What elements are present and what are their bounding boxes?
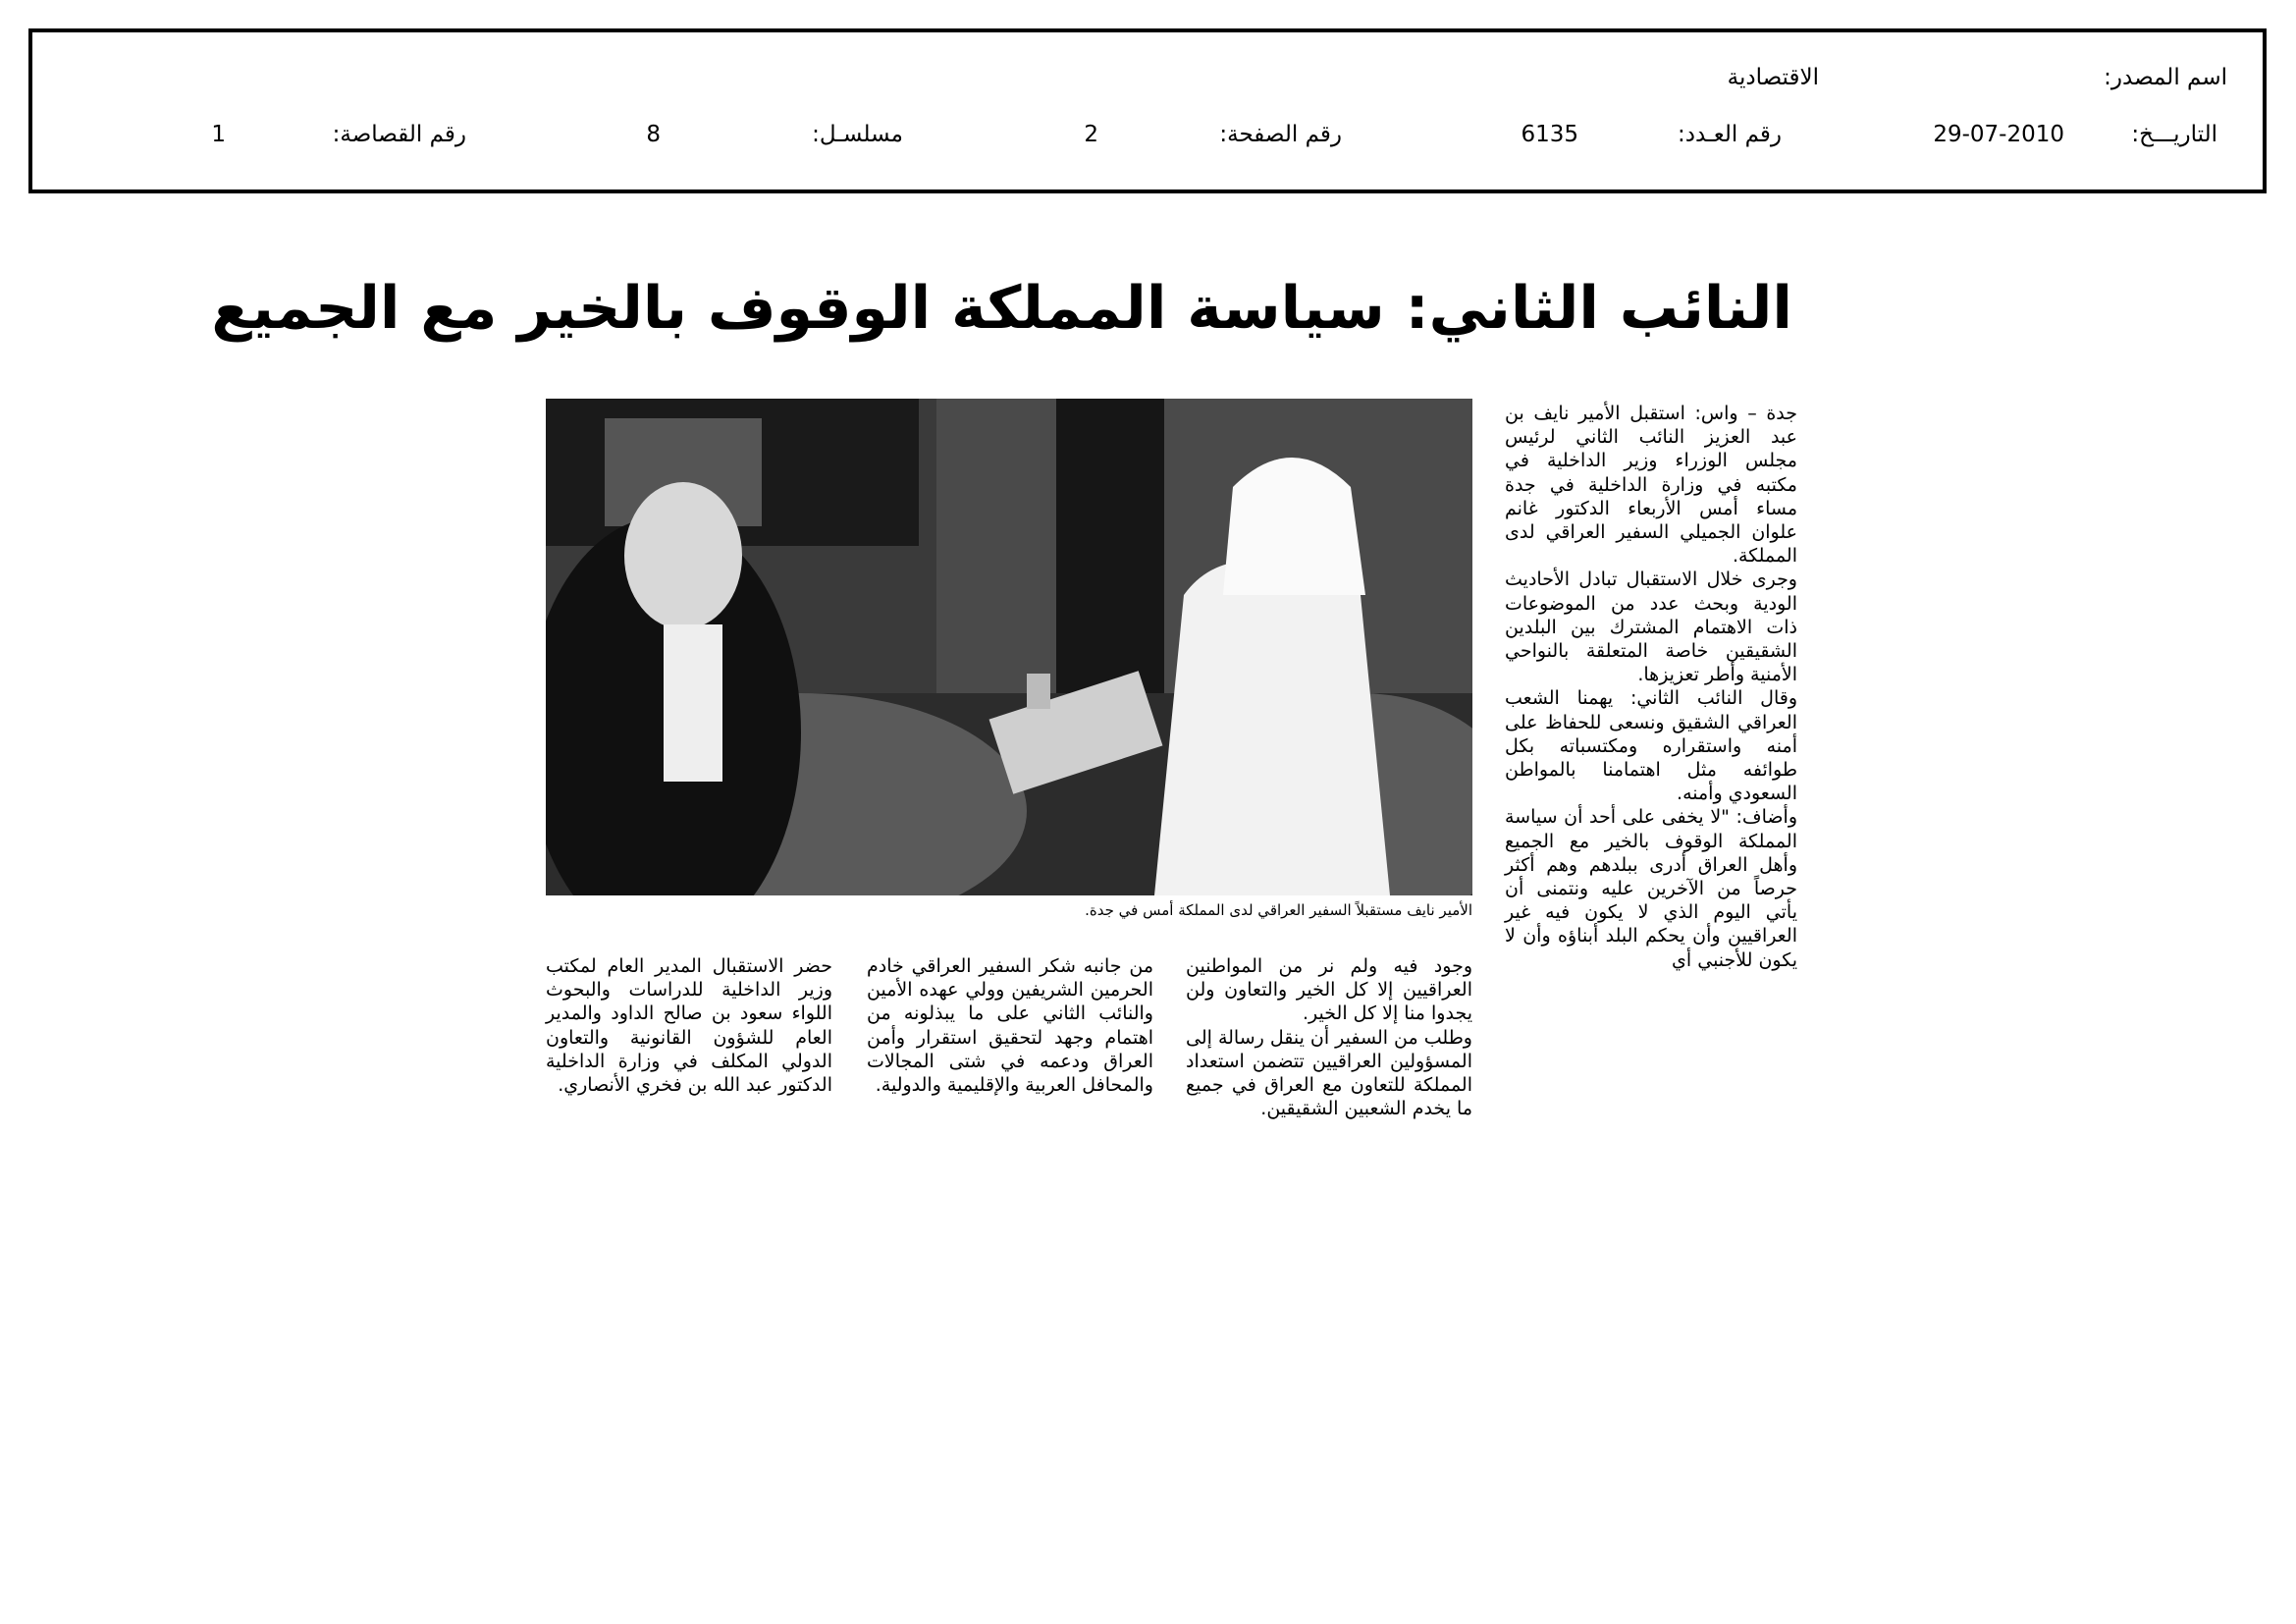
page-value: 2	[1084, 122, 1098, 147]
serial-label: مسلسـل:	[812, 122, 903, 147]
paragraph: وجرى خلال الاستقبال تبادل الأحاديث الودية وبحث عدد من الموضوعات ذات الاهتمام المشترك بين البلدين الشقيقين خاصة المتعلقة بالنواحي الأمنية وأطر تعزيزها.	[1505, 568, 1797, 686]
article-column-4	[546, 954, 832, 1097]
source-value: الاقتصادية	[1727, 65, 1819, 90]
meeting-photo-illustration	[546, 399, 1472, 895]
photo-caption: الأمير نايف مستقبلاً السفير العراقي لدى المملكة أمس في جدة.	[1085, 901, 1472, 919]
date-label: التاريـــخ:	[2131, 122, 2217, 147]
source-label: اسم المصدر:	[2104, 65, 2227, 90]
issue-label: رقم العـدد:	[1677, 122, 1782, 147]
clipping-header	[28, 28, 2267, 193]
issue-value: 6135	[1521, 122, 1578, 147]
article-column-2	[1186, 954, 1472, 1120]
article-column-3	[867, 954, 1153, 1097]
newspaper-clipping	[211, 249, 1808, 1184]
paragraph: من جانبه شكر السفير العراقي خادم الحرمين الشريفين وولي عهده الأمين والنائب الثاني على ما يبذلونه من اهتمام وجهد لتحقيق استقرار وأمن العراق ودعمه في شتى المجالات والمحافل العربية والإقليمية والدولية.	[867, 955, 1153, 1097]
serial-value: 8	[646, 122, 661, 147]
article-photo	[546, 399, 1472, 895]
clip-number-label: رقم القصاصة:	[332, 122, 466, 147]
page-label: رقم الصفحة:	[1219, 122, 1342, 147]
article-headline: النائب الثاني: سياسة المملكة الوقوف بالخير مع الجميع	[211, 274, 1792, 343]
paragraph: وجود فيه ولم نر من المواطنين العراقيين إلا كل الخير والتعاون ولن يجدوا منا إلا كل الخير.	[1186, 955, 1472, 1025]
article-column-1	[1505, 402, 1797, 972]
date-value: 29-07-2010	[1933, 122, 2064, 147]
paragraph: وأضاف: "لا يخفى على أحد أن سياسة المملكة الوقوف بالخير مع الجميع وأهل العراق أدرى ببلدهم وهم أكثر حرصاً من الآخرين عليه ونتمنى أن يأتي اليوم الذي لا يكون فيه غير العراقيين وأن يحكم البلد أبناؤه وأن لا يكون للأجنبي أي	[1505, 806, 1797, 971]
paragraph: وقال النائب الثاني: يهمنا الشعب العراقي الشقيق ونسعى للحفاظ على أمنه واستقراره ومكتسباته بكل طوائفه مثل اهتمامنا بالمواطن السعودي وأمنه.	[1505, 687, 1797, 805]
paragraph: وطلب من السفير أن ينقل رسالة إلى المسؤولين العراقيين تتضمن استعداد المملكة للتعاون مع العراق في جميع ما يخدم الشعبين الشقيقين.	[1186, 1026, 1472, 1120]
paragraph: حضر الاستقبال المدير العام لمكتب وزير الداخلية للدراسات والبحوث اللواء سعود بن صالح الداود والمدير العام للشؤون القانونية والتعاون الدولي المكلف في وزارة الداخلية الدكتور عبد الله بن فخري الأنصاري.	[546, 955, 832, 1097]
paragraph: جدة – واس: استقبل الأمير نايف بن عبد العزيز النائب الثاني لرئيس مجلس الوزراء وزير الداخلية في مكتبه في وزارة الداخلية في جدة مساء أمس الأربعاء الدكتور غانم علوان الجميلي السفير العراقي لدى المملكة.	[1505, 403, 1797, 568]
clip-number-value: 1	[211, 122, 226, 147]
